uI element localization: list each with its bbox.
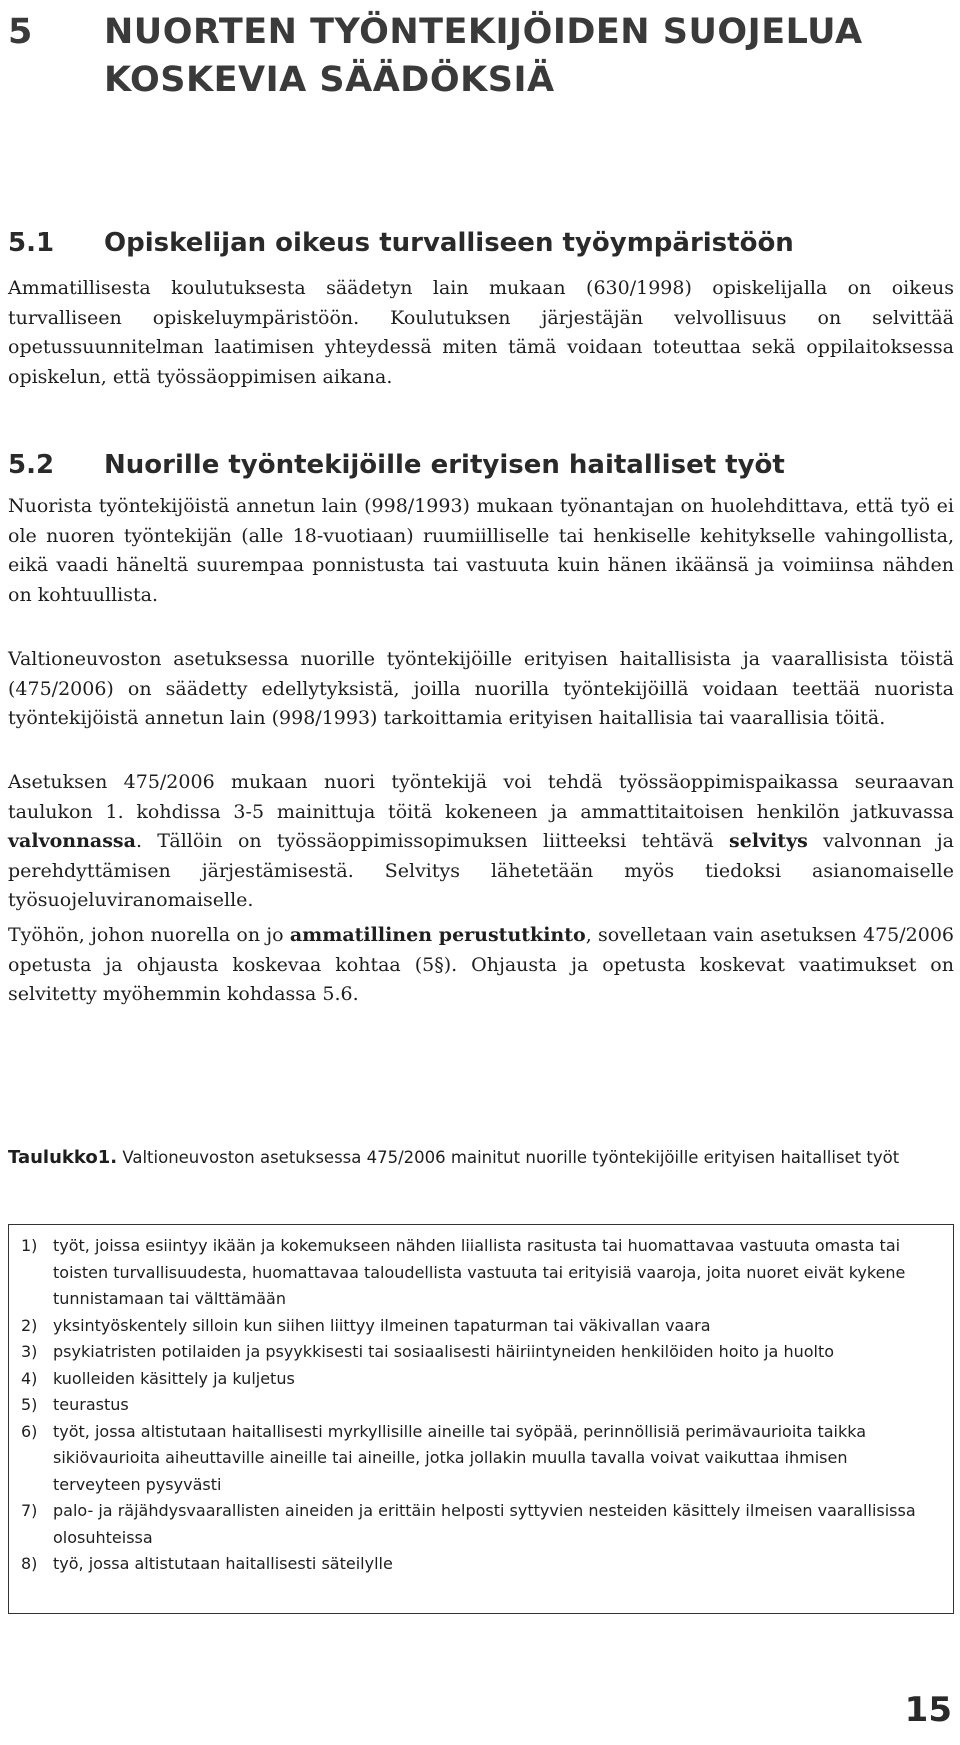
table-1-list xyxy=(9,1225,953,1578)
item-text: yksintyöskentely silloin kun siihen liittyy ilmeinen tapaturman tai väkivallan vaara xyxy=(53,1315,711,1335)
section-5-1-number: 5.1 xyxy=(8,228,55,258)
paragraph-3-text-a: Asetuksen 475/2006 mukaan nuori työntekijä voi tehdä työssäoppimispaikassa seuraavan taulukon 1. kohdissa 3-5 mainittuja töitä kokeneen ja ammattitaitoisen henkilön jatkuvassa xyxy=(8,771,954,823)
item-text: teurastus xyxy=(53,1395,129,1414)
bold-term-selvitys: selvitys xyxy=(729,830,808,853)
table-1-caption-text: Valtioneuvoston asetuksessa 475/2006 mainitut nuorille työntekijöille erityisen haitalliset työt xyxy=(117,1148,900,1167)
item-number: 1) xyxy=(21,1236,38,1255)
section-5-2-paragraph-3 xyxy=(8,768,954,916)
section-5-2-title: Nuorille työntekijöille erityisen haitalliset työt xyxy=(104,450,785,480)
item-text: palo- ja räjähdysvaarallisten aineiden ja erittäin helposti syttyvien nesteiden käsittely ilmeisen vaarallisissa olosuhteissa xyxy=(53,1501,916,1547)
item-number: 6) xyxy=(21,1421,38,1441)
table-1-box xyxy=(8,1224,954,1614)
paragraph-4-text-c: , sovelletaan vain asetuksen 475/2006 opetusta ja ohjausta koskevaa kohtaa (5§). Ohjausta ja opetusta koskevat vaatimukset on selvitetty myöhemmin kohdassa 5.6. xyxy=(8,924,955,1006)
section-5-1-paragraph: Ammatillisesta koulutuksesta säädetyn lain mukaan (630/1998) opiskelijalla on oikeus turvalliseen opiskeluympäristöön. Koulutuksen järjestäjän velvollisuus on selvittää opetussuunnitelman laatimisen yhteydessä miten tämä voidaan toteuttaa sekä oppilaitoksessa opiskelun, että työssäoppimisen aikana. xyxy=(8,277,954,388)
table-item-5 xyxy=(9,1392,939,1419)
item-number: 3) xyxy=(21,1342,38,1361)
section-5-2-paragraph-2: Valtioneuvoston asetuksessa nuorille työntekijöille erityisen haitallisista ja vaarallisista töistä (475/2006) on säädetty edellytyksistä, joilla nuorilla työntekijöillä voidaan teettää nuorista työntekijöistä annetun lain (998/1993) tarkoittamia erityisen haitallisia tai vaarallisia töitä. xyxy=(8,648,954,730)
item-number: 4) xyxy=(21,1368,38,1388)
paragraph-4-text-a: Työhön, johon nuorella on jo xyxy=(8,924,290,946)
item-number: 2) xyxy=(21,1315,38,1335)
table-item-2 xyxy=(9,1313,939,1340)
table-item-6 xyxy=(9,1419,939,1499)
item-number: 8) xyxy=(21,1554,38,1573)
item-text: työt, joissa esiintyy ikään ja kokemukseen nähden liiallista rasitusta tai huomattavaa vastuuta omasta tai toisten turvallisuudesta, huomattavaa taloudellista vastuuta tai erityisiä vaaroja, joita nuoret eivät kykene tunnistamaan tai välttämään xyxy=(53,1236,906,1308)
bold-term-valvonnassa: valvonnassa xyxy=(8,830,136,853)
table-item-1 xyxy=(9,1233,939,1313)
chapter-number: 5 xyxy=(8,12,33,52)
section-5-2-number: 5.2 xyxy=(8,450,55,480)
bold-term-ammatillinen-perustutkinto: ammatillinen perustutkinto xyxy=(289,924,586,946)
paragraph-3-text-c: . Tällöin on työssäoppimissopimuksen liitteeksi tehtävä xyxy=(135,830,730,853)
table-1-caption xyxy=(8,1144,954,1171)
item-text: työ, jossa altistutaan haitallisesti säteilylle xyxy=(53,1554,393,1573)
chapter-title-text: NUORTEN TYÖNTEKIJÖIDEN SUOJELUA KOSKEVIA SÄÄDÖKSIÄ xyxy=(104,12,863,100)
item-number: 7) xyxy=(21,1501,38,1520)
table-item-7 xyxy=(9,1498,939,1551)
paragraph-3-text-e: valvonnan ja perehdyttämisen järjestämisestä. Selvitys lähetetään myös tiedoksi asianomaiselle työsuojeluviranomaiselle. xyxy=(8,830,954,912)
item-text: psykiatristen potilaiden ja psyykkisesti tai sosiaalisesti häiriintyneiden henkilöiden hoito ja huolto xyxy=(53,1342,835,1361)
section-5-2-paragraph-4 xyxy=(8,921,954,1010)
table-item-4 xyxy=(9,1366,939,1393)
table-item-3 xyxy=(9,1339,939,1366)
page-number: 15 xyxy=(904,1690,952,1730)
item-number: 5) xyxy=(21,1395,38,1414)
table-item-8 xyxy=(9,1551,939,1578)
section-5-2-paragraph-1: Nuorista työntekijöistä annetun lain (998/1993) mukaan työnantajan on huolehdittava, että työ ei ole nuoren työntekijän (alle 18-vuotiaan) ruumiilliselle tai henkiselle kehitykselle vahingollista, eikä vaadi häneltä suurempaa ponnistusta tai vastuuta kuin hänen ikäänsä ja voimiinsa nähden on kohtuullista. xyxy=(8,495,954,606)
item-text: kuolleiden käsittely ja kuljetus xyxy=(53,1368,295,1388)
item-text: työt, jossa altistutaan haitallisesti myrkyllisille aineille tai syöpää, perinnöllisiä perimävaurioita taikka sikiövaurioita aiheuttaville aineille tai aineille, jotka jollakin muulla tavalla voivat vaikuttaa ihmisen terveyteen pysyvästi xyxy=(53,1421,867,1494)
section-5-1-title: Opiskelijan oikeus turvalliseen työympäristöön xyxy=(104,228,794,258)
table-1-label: Taulukko1. xyxy=(8,1147,118,1168)
